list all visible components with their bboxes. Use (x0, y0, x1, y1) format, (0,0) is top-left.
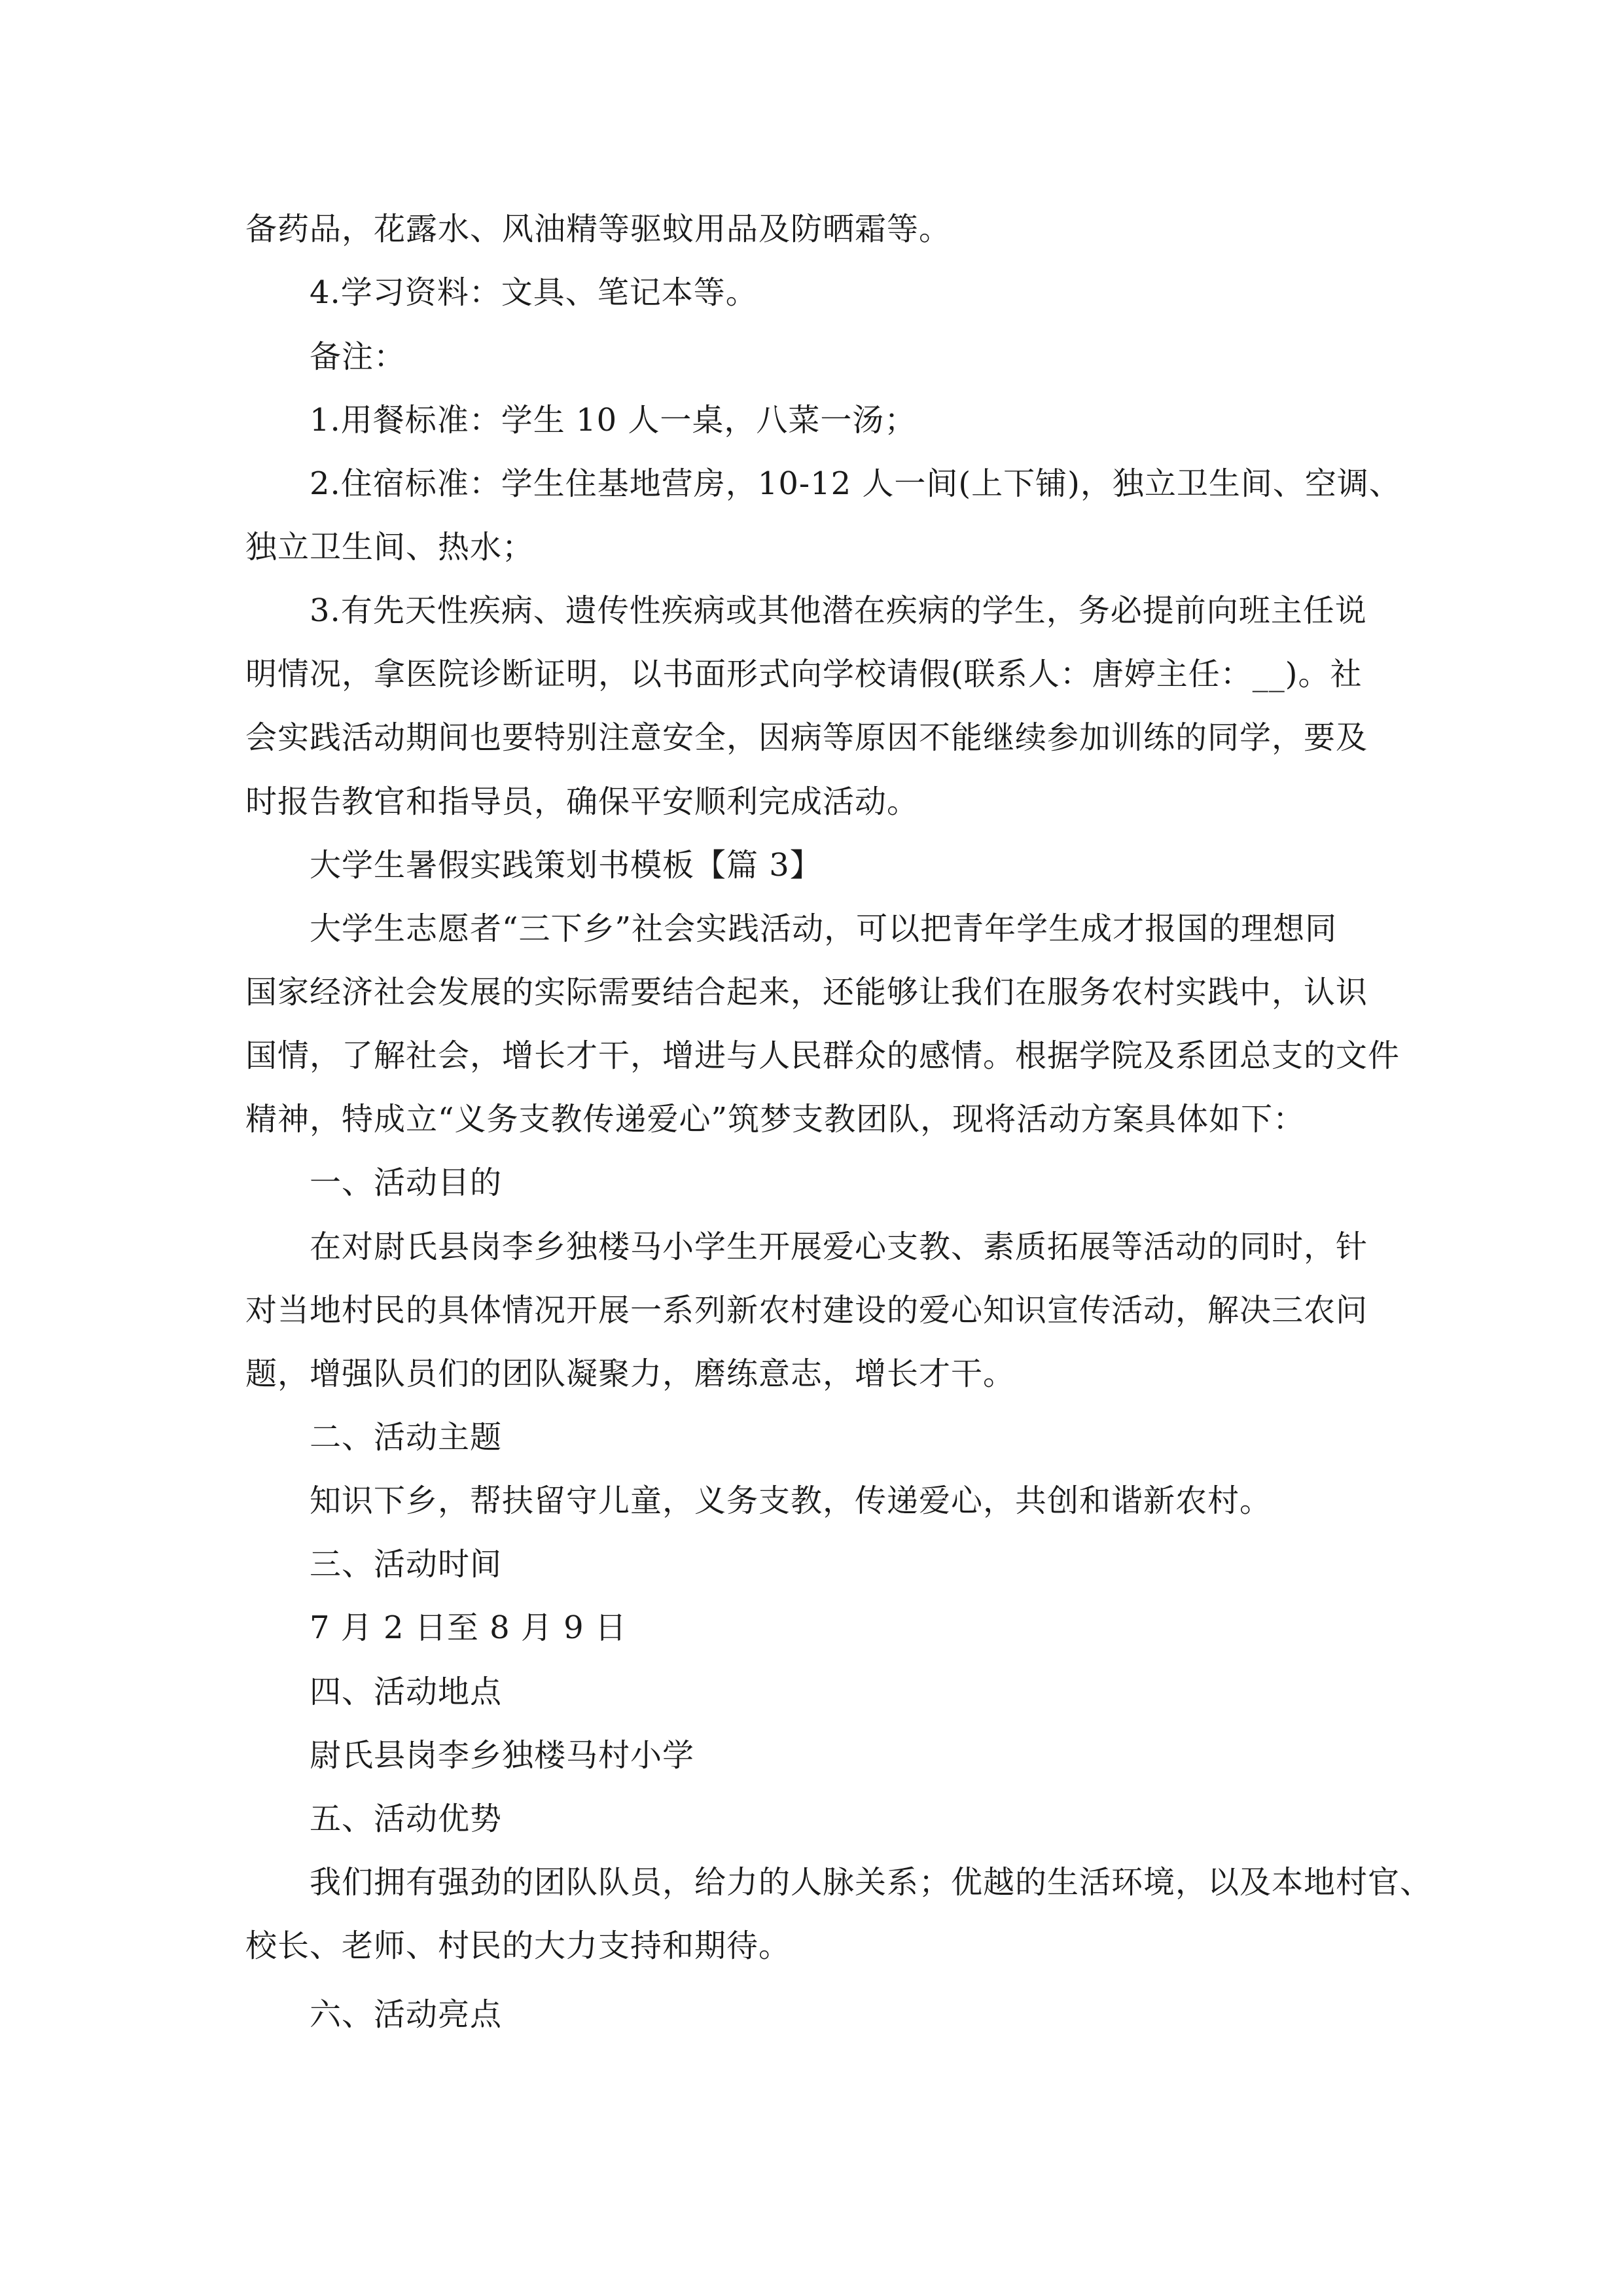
text-line: 在对尉氏县岗李乡独楼马小学生开展爱心支教、素质拓展等活动的同时，针 (310, 1229, 1368, 1265)
text-line: 大学生志愿者“三下乡”社会实践活动，可以把青年学生成才报国的理想同 (310, 910, 1338, 947)
text-line: 知识下乡，帮扶留守儿童，义务支教，传递爱心，共创和谐新农村。 (310, 1482, 1272, 1519)
text-line: 4.学习资料：文具、笔记本等。 (310, 274, 758, 311)
text-line: 题，增强队员们的团队凝聚力，磨练意志，增长才干。 (245, 1355, 1016, 1392)
section-heading: 一、活动目的 (310, 1164, 503, 1201)
text-line: 独立卫生间、热水； (245, 529, 535, 565)
text-line: 校长、老师、村民的大力支持和期待。 (245, 1928, 791, 1964)
section-heading: 四、活动地点 (310, 1674, 503, 1710)
text-line: 对当地村民的具体情况开展一系列新农村建设的爱心知识宣传活动，解决三农问 (245, 1292, 1368, 1329)
text-line: 明情况，拿医院诊断证明，以书面形式向学校请假(联系人：唐婷主任：__)。社 (245, 656, 1363, 692)
text-line: 备药品，花露水、风油精等驱蚊用品及防晒霜等。 (245, 211, 952, 247)
text-line: 会实践活动期间也要特别注意安全，因病等原因不能继续参加训练的同学，要及 (245, 719, 1368, 756)
text-line: 精神，特成立“义务支教传递爱心”筑梦支教团队，现将活动方案具体如下： (245, 1101, 1306, 1138)
text-line: 7 月 2 日至 8 月 9 日 (310, 1609, 627, 1646)
text-line: 3.有先天性疾病、遗传性疾病或其他潜在疾病的学生，务必提前向班主任说 (310, 592, 1367, 629)
text-line: 国家经济社会发展的实际需要结合起来，还能够让我们在服务农村实践中，认识 (245, 974, 1368, 1011)
text-line: 我们拥有强劲的团队队员，给力的人脉关系；优越的生活环境，以及本地村官、 (310, 1864, 1433, 1901)
section-heading: 六、活动亮点 (310, 1996, 503, 2033)
section-heading: 二、活动主题 (310, 1419, 503, 1456)
section-heading: 五、活动优势 (310, 1801, 503, 1837)
text-line: 国情，了解社会，增长才干，增进与人民群众的感情。根据学院及系团总支的文件 (245, 1037, 1400, 1074)
section-heading: 三、活动时间 (310, 1546, 503, 1583)
section-heading: 大学生暑假实践策划书模板【篇 3】 (310, 847, 822, 884)
text-line: 2.住宿标准：学生住基地营房，10-12 人一间(上下铺)，独立卫生间、空调、 (310, 465, 1401, 502)
text-line: 时报告教官和指导员，确保平安顺利完成活动。 (245, 783, 919, 820)
text-line: 尉氏县岗李乡独楼马村小学 (310, 1737, 695, 1774)
text-line: 1.用餐标准：学生 10 人一桌，八菜一汤； (310, 402, 917, 439)
text-line: 备注： (310, 338, 406, 375)
